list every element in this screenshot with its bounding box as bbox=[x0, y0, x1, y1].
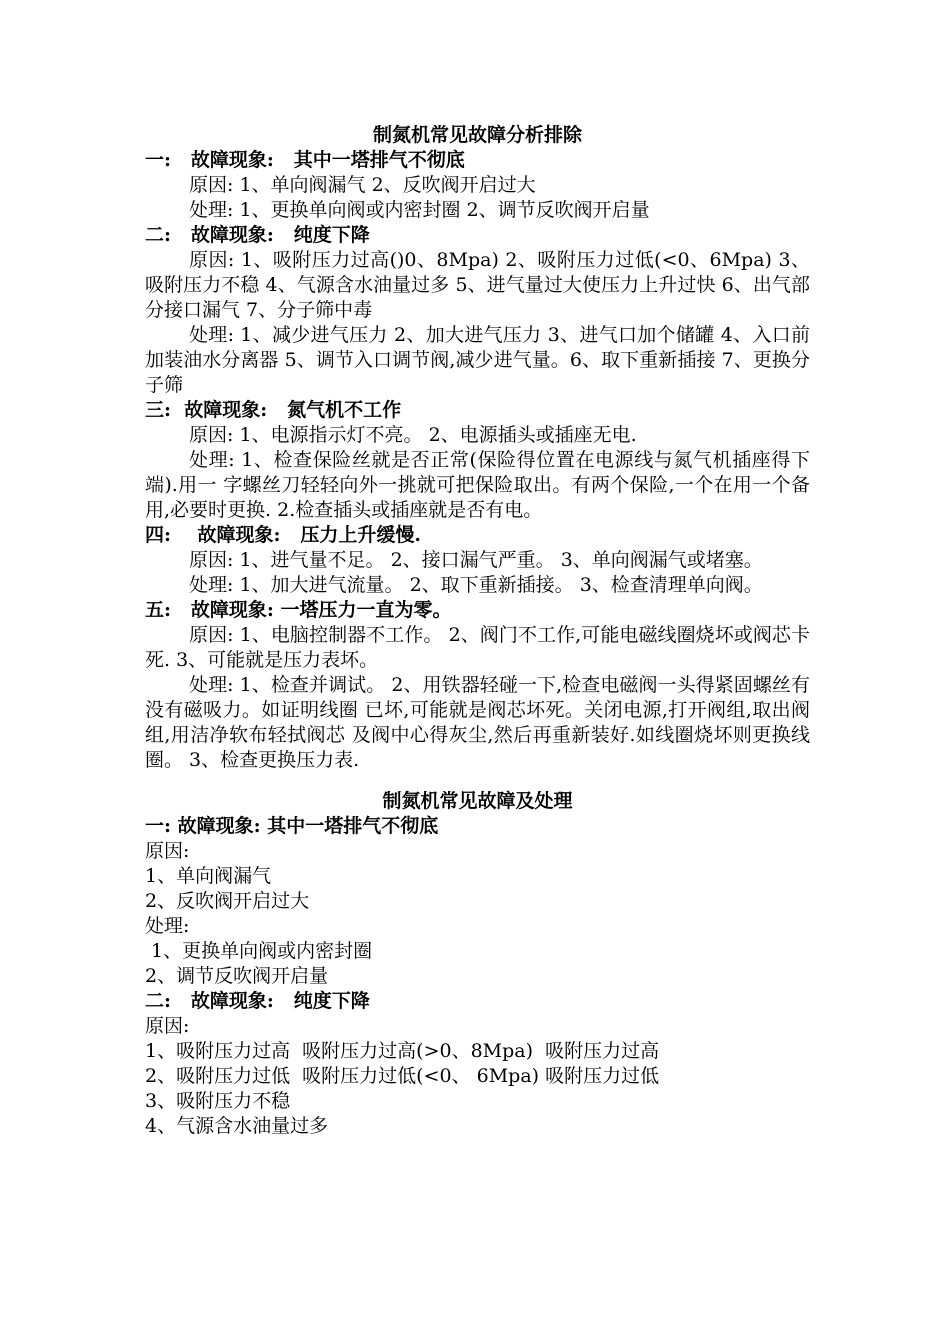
fault-cause-3: 原因: 1、电源指示灯不亮。 2、电源插头或插座无电. bbox=[189, 424, 637, 446]
s2-cause-line: 2、吸附压力过低 吸附压力过低(<0、 6Mpa) 吸附压力过低 bbox=[145, 1065, 660, 1087]
fault-heading-3: 三: 故障现象: 氮气机不工作 bbox=[145, 399, 402, 421]
fault-cause-2: 原因: 1、吸附压力过高()0、8Mpa) 2、吸附压力过低(<0、6Mpa) 3、吸附压力不稳 4、气源含水油量过多 5、进气量过大使压力上升过快 6、出气部分接口漏气 7、分子筛中毒 bbox=[145, 249, 810, 321]
document-title: 制氮机常见故障分析排除 bbox=[372, 124, 582, 146]
fault-fix-1: 处理: 1、更换单向阀或内密封圈 2、调节反吹阀开启量 bbox=[189, 199, 650, 221]
s2-cause-label-2: 原因: bbox=[145, 1015, 190, 1037]
s2-cause-line: 1、吸附压力过高 吸附压力过高(>0、8Mpa) 吸附压力过高 bbox=[145, 1040, 660, 1062]
fault-heading-4: 四: 故障现象: 压力上升缓慢. bbox=[145, 524, 421, 546]
fault-cause-5: 原因: 1、电脑控制器不工作。 2、阀门不工作,可能电磁线圈烧坏或阀芯卡死. 3、可能就是压力表坏。 bbox=[145, 624, 810, 671]
s2-cause-line: 3、吸附压力不稳 bbox=[145, 1090, 291, 1112]
s2-fix-line: 1、更换单向阀或内密封圈 bbox=[145, 940, 373, 962]
fault-cause-1: 原因: 1、单向阀漏气 2、反吹阀开启过大 bbox=[189, 174, 536, 196]
s2-cause-line: 1、单向阀漏气 bbox=[145, 865, 272, 887]
fault-fix-3: 处理: 1、检查保险丝就是否正常(保险得位置在电源线与氮气机插座得下端).用一 字螺丝刀轻轻向外一挑就可把保险取出。有两个保险,一个在用一个备用,必要时更换. 2.检查插头或插座就是否有电。 bbox=[145, 449, 810, 521]
fault-fix-2: 处理: 1、减少进气压力 2、加大进气压力 3、进气口加个储罐 4、入口前加装油水分离器 5、调节入口调节阀,减少进气量。6、取下重新插接 7、更换分子筛 bbox=[145, 324, 810, 396]
fault-cause-4: 原因: 1、进气量不足。 2、接口漏气严重。 3、单向阀漏气或堵塞。 bbox=[189, 549, 763, 571]
document-page bbox=[145, 123, 810, 1139]
s2-fault-heading-1: 一: 故障现象: 其中一塔排气不彻底 bbox=[145, 815, 439, 837]
s2-fix-label-1: 处理: bbox=[145, 915, 190, 937]
s2-cause-label-1: 原因: bbox=[145, 840, 190, 862]
fault-heading-2: 二: 故障现象: 纯度下降 bbox=[145, 224, 370, 246]
fault-heading-5: 五: 故障现象: 一塔压力一直为零。 bbox=[145, 599, 452, 621]
fault-heading-1: 一: 故障现象: 其中一塔排气不彻底 bbox=[145, 149, 465, 171]
s2-fix-line: 2、调节反吹阀开启量 bbox=[145, 965, 329, 987]
fault-fix-4: 处理: 1、加大进气流量。 2、取下重新插接。 3、检查清理单向阀。 bbox=[189, 574, 763, 596]
s2-cause-line: 2、反吹阀开启过大 bbox=[145, 890, 310, 912]
fault-fix-5: 处理: 1、检查并调试。 2、用铁器轻碰一下,检查电磁阀一头得紧固螺丝有没有磁吸力。如证明线圈 已坏,可能就是阀芯坏死。关闭电源,打开阀组,取出阀组,用洁净软布轻拭阀芯 及阀中心得灰尘,然后再重新装好.如线圈烧坏则更换线圈。 3、检查更换压力表. bbox=[145, 674, 810, 771]
s2-fault-heading-2: 二: 故障现象: 纯度下降 bbox=[145, 990, 370, 1012]
s2-cause-line: 4、气源含水油量过多 bbox=[145, 1115, 329, 1137]
section-2-title: 制氮机常见故障及处理 bbox=[382, 790, 573, 812]
